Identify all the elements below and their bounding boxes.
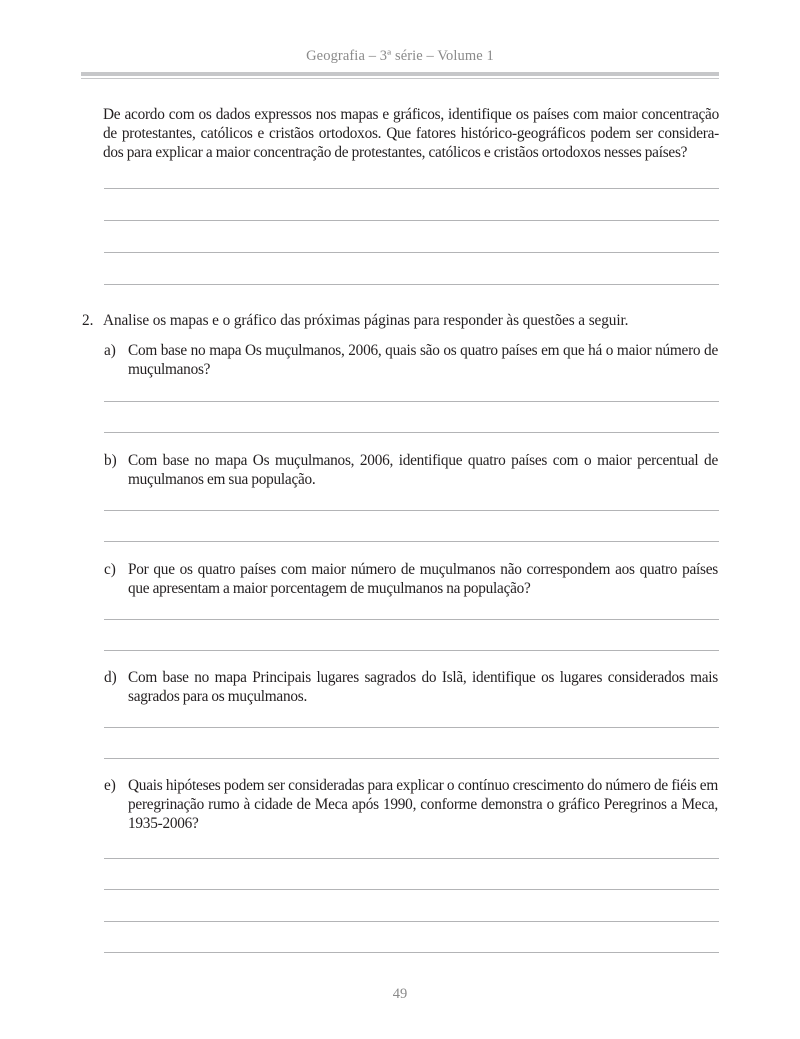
item-text-c: Por que os quatro países com maior número de muçulmanos não correspondem aos quatro países que apresentam a maior porcentagem de muçulmanos na população? [128, 561, 718, 597]
question-number: 2. [82, 312, 94, 329]
intro-question-text: De acordo com os dados expressos nos mapas e gráficos, identifique os países com maior concentração de protestantes, católicos e cristãos ortodoxos. Que fatores histórico-geográficos podem ser considera-dos para explicar a maior concentração de protestantes, católicos e cristãos ortodoxos nesses países? [103, 106, 719, 161]
answer-line[interactable] [104, 541, 719, 542]
answer-line[interactable] [104, 758, 719, 759]
answer-line[interactable] [104, 284, 719, 285]
running-header: Geografia – 3ª série – Volume 1 [306, 48, 494, 64]
item-text-a: Com base no mapa Os muçulmanos, 2006, quais são os quatro países em que há o maior número de muçulmanos? [128, 342, 718, 378]
answer-line[interactable] [104, 619, 719, 620]
answer-line[interactable] [104, 858, 719, 859]
item-text-d: Com base no mapa Principais lugares sagrados do Islã, identifique os lugares considerados mais sagrados para os muçulmanos. [128, 669, 718, 705]
item-marker-c: c) [104, 561, 116, 578]
header-rule-thick [81, 72, 719, 76]
answer-line[interactable] [104, 952, 719, 953]
answer-line[interactable] [104, 510, 719, 511]
page-number: 49 [392, 986, 408, 1002]
answer-line[interactable] [104, 650, 719, 651]
answer-line[interactable] [104, 188, 719, 189]
item-text-b: Com base no mapa Os muçulmanos, 2006, identifique quatro países com o maior percentual de muçulmanos em sua população. [128, 452, 718, 488]
answer-line[interactable] [104, 252, 719, 253]
item-marker-d: d) [104, 669, 117, 686]
item-marker-e: e) [104, 777, 116, 794]
item-text-e: Quais hipóteses podem ser consideradas para explicar o contínuo crescimento do número de fiéis em peregrinação rumo à cidade de Meca após 1990, conforme demonstra o gráfico Peregrinos a Meca, 1935-2006? [128, 777, 718, 832]
question-2-text: Analise os mapas e o gráfico das próximas páginas para responder às questões a seguir. [103, 312, 629, 329]
answer-line[interactable] [104, 727, 719, 728]
answer-line[interactable] [104, 921, 719, 922]
answer-line[interactable] [104, 432, 719, 433]
answer-line[interactable] [104, 401, 719, 402]
answer-line[interactable] [104, 220, 719, 221]
header-rule-thin [81, 78, 719, 79]
item-marker-b: b) [104, 452, 117, 469]
answer-line[interactable] [104, 889, 719, 890]
item-marker-a: a) [104, 342, 116, 359]
